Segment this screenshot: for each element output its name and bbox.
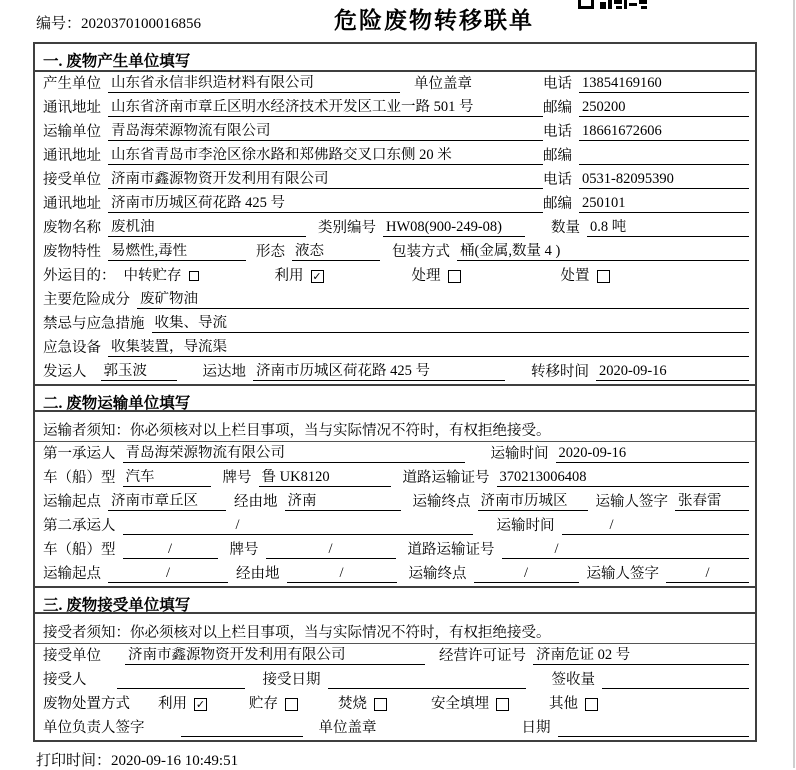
row-produce-address — [35, 96, 755, 120]
transport-zip-value — [579, 147, 749, 165]
road-cert-label: 道路运输证号 — [402, 470, 490, 486]
checkbox-incinerate — [374, 698, 387, 711]
document-header — [0, 0, 796, 42]
waste-character-label: 废物特性 — [43, 244, 101, 260]
plate-label: 牌号 — [229, 542, 259, 558]
first-carrier-label: 第一承运人 — [43, 446, 116, 462]
disposal-landfill-label: 安全填埋 — [431, 695, 489, 712]
date-label: 日期 — [521, 720, 551, 736]
disposal-incinerate-label: 焚烧 — [338, 695, 367, 712]
checkbox-treat — [448, 270, 461, 283]
via-2-value: / — [287, 565, 397, 583]
plate-value: 鲁 UK8120 — [259, 469, 391, 487]
qr-code-icon — [578, 0, 648, 10]
transporter-sign-2-value: / — [666, 565, 749, 583]
via-label: 经由地 — [234, 494, 278, 510]
shipper-value: 郭玉波 — [101, 363, 177, 381]
address-label: 通讯地址 — [43, 196, 101, 212]
zip-label: 邮编 — [543, 148, 572, 164]
receiver-person-label: 接受人 — [43, 672, 87, 688]
purpose-utilize-label: 利用 — [274, 267, 304, 284]
sign-quantity-value — [602, 671, 749, 689]
row-vehicle-2 — [35, 538, 755, 562]
disposal-method-label: 废物处置方式 — [43, 695, 130, 712]
waste-name-value: 废机油 — [108, 219, 306, 237]
receive-unit-label: 接受单位 — [43, 172, 101, 188]
row-waste-character — [35, 240, 755, 264]
plate-2-value: / — [266, 541, 396, 559]
license-value: 济南危证 02 号 — [533, 647, 749, 665]
second-carrier-label: 第二承运人 — [43, 518, 116, 534]
quantity-label: 数量 — [551, 220, 580, 236]
address-label: 通讯地址 — [43, 148, 101, 164]
disposal-store-label: 贮存 — [249, 695, 278, 712]
row-receiver-person — [35, 668, 755, 692]
transporter-sign-label: 运输人签字 — [595, 494, 668, 510]
quantity-value: 0.8 吨 — [587, 219, 749, 237]
row-transport-unit — [35, 120, 755, 144]
produce-unit-value: 山东省永信非织造材料有限公司 — [108, 75, 400, 93]
row-vehicle-1 — [35, 466, 755, 490]
row-transport-address — [35, 144, 755, 168]
terminus-2-value: / — [474, 565, 579, 583]
row-first-carrier — [35, 442, 755, 466]
row-receiver-unit — [35, 644, 755, 668]
packing-label: 包装方式 — [392, 244, 450, 260]
row-second-carrier — [35, 514, 755, 538]
transport-unit-value: 青岛海荣源物流有限公司 — [108, 123, 543, 141]
form-table — [33, 42, 757, 742]
receive-zip-value: 250101 — [579, 195, 749, 213]
vehicle-type-value: 汽车 — [123, 469, 211, 487]
purpose-label: 外运目的： — [43, 267, 116, 284]
leader-sign-label: 单位负责人签字 — [43, 720, 145, 736]
origin-label: 运输起点 — [43, 494, 101, 510]
road-cert-label: 道路运输证号 — [407, 542, 495, 558]
terminus-value: 济南市历城区 — [478, 493, 588, 511]
row-receive-unit — [35, 168, 755, 192]
row-emergency-equipment — [35, 336, 755, 360]
doc-number-value: 2020370100016856 — [81, 16, 202, 32]
transport-time-value: 2020-09-16 — [556, 445, 750, 463]
second-carrier-value: / — [123, 517, 473, 535]
produce-phone-value: 13854169160 — [579, 75, 749, 93]
hazard-component-value: 废矿物油 — [137, 291, 749, 309]
row-hazard-component — [35, 288, 755, 312]
sign-quantity-label: 签收量 — [551, 672, 595, 688]
date-value — [558, 719, 750, 737]
purpose-dispose-label: 处置 — [560, 267, 590, 284]
row-outbound-purpose — [35, 264, 755, 288]
print-time-value: 2020-09-16 10:49:51 — [111, 753, 239, 769]
disposal-utilize-label: 利用 — [158, 695, 187, 712]
hazard-component-label: 主要危险成分 — [43, 292, 130, 308]
receive-unit-value: 济南市鑫源物资开发利用有限公司 — [108, 171, 543, 189]
receiver-unit-label: 接受单位 — [43, 648, 101, 664]
phone-label: 电话 — [543, 76, 572, 92]
transfer-time-value: 2020-09-16 — [596, 363, 749, 381]
page-title: 危险废物转移联单 — [334, 8, 534, 33]
origin-value: 济南市章丘区 — [108, 493, 226, 511]
destination-value: 济南市历城区荷花路 425 号 — [253, 363, 505, 381]
receiver-unit-value: 济南市鑫源物资开发利用有限公司 — [125, 647, 425, 665]
row-produce-unit — [35, 72, 755, 96]
section-receiver-title: 三. 废物接受单位填写 — [35, 586, 755, 614]
plate-label: 牌号 — [222, 470, 252, 486]
page-edge-line — [793, 0, 795, 768]
form-value: 液态 — [292, 243, 380, 261]
receive-address-value: 济南市历城区荷花路 425 号 — [108, 195, 543, 213]
emergency-measures-value: 收集、导流 — [152, 315, 750, 333]
row-disposal-method — [35, 692, 755, 716]
zip-label: 邮编 — [543, 100, 572, 116]
checkbox-utilize: ✓ — [195, 698, 206, 711]
transporter-sign-value: 张春雷 — [675, 493, 749, 511]
vehicle-type-label: 车（船）型 — [43, 542, 116, 558]
transport-time-2-value: / — [562, 517, 750, 535]
purpose-treat-label: 处理 — [411, 267, 441, 284]
phone-label: 电话 — [543, 172, 572, 188]
produce-address-value: 山东省济南市章丘区明水经济技术开发区工业一路 501 号 — [108, 99, 543, 117]
receive-date-label: 接受日期 — [262, 672, 321, 688]
license-label: 经营许可证号 — [439, 648, 526, 664]
row-shipper — [35, 360, 755, 384]
receiver-person-value — [117, 671, 245, 689]
vehicle-type-2-value: / — [123, 541, 218, 559]
unit-seal-label: 单位盖章 — [318, 720, 377, 736]
zip-label: 邮编 — [543, 196, 572, 212]
form-label: 形态 — [256, 244, 285, 260]
emergency-measures-label: 禁忌与应急措施 — [43, 316, 145, 332]
origin-label: 运输起点 — [43, 566, 101, 582]
checkbox-utilize: ✓ — [312, 270, 322, 283]
purpose-transfer-storage-label: 中转贮存 — [123, 267, 182, 284]
print-time-label: 打印时间： — [36, 753, 112, 769]
shipper-label: 发运人 — [43, 364, 87, 380]
category-label: 类别编号 — [318, 220, 376, 236]
waste-name-label: 废物名称 — [43, 220, 101, 236]
road-cert-2-value: / — [502, 541, 750, 559]
checkbox-landfill — [496, 698, 509, 711]
transport-phone-value: 18661672606 — [579, 123, 749, 141]
row-emergency-measures — [35, 312, 755, 336]
receive-date-value — [328, 671, 526, 689]
first-carrier-value: 青岛海荣源物流有限公司 — [123, 445, 465, 463]
row-waste-name — [35, 216, 755, 240]
transport-time-label: 运输时间 — [490, 446, 549, 462]
transfer-time-label: 转移时间 — [531, 364, 589, 380]
receive-phone-value: 0531-82095390 — [579, 171, 749, 189]
disposal-other-label: 其他 — [549, 695, 578, 712]
via-label: 经由地 — [236, 566, 280, 582]
packing-value: 桶(金属,数量 4 ) — [457, 243, 749, 261]
doc-number-label: 编号： — [36, 16, 82, 32]
unit-seal-label: 单位盖章 — [414, 76, 472, 92]
via-value: 济南 — [285, 493, 401, 511]
produce-unit-label: 产生单位 — [43, 76, 101, 92]
row-receive-address — [35, 192, 755, 216]
terminus-label: 运输终点 — [408, 566, 467, 582]
receiver-notice: 接受者须知：你必须核对以上栏目事项，当与实际情况不符时，有权拒绝接受。 — [35, 614, 755, 644]
vehicle-type-label: 车（船）型 — [43, 470, 116, 486]
emergency-equipment-label: 应急设备 — [43, 340, 101, 356]
destination-label: 运达地 — [202, 364, 246, 380]
checkbox-store — [285, 698, 298, 711]
category-value: HW08(900-249-08) — [383, 219, 525, 237]
road-cert-value: 370213006408 — [497, 469, 750, 487]
address-label: 通讯地址 — [43, 100, 101, 116]
transport-unit-label: 运输单位 — [43, 124, 101, 140]
transporter-notice: 运输者须知：你必须核对以上栏目事项，当与实际情况不符时，有权拒绝接受。 — [35, 412, 755, 442]
emergency-equipment-value: 收集装置，导流渠 — [108, 339, 749, 357]
section-producer-title: 一. 废物产生单位填写 — [35, 44, 755, 72]
print-time — [36, 749, 238, 770]
checkbox-other — [585, 698, 598, 711]
row-route-1 — [35, 490, 755, 514]
phone-label: 电话 — [543, 124, 572, 140]
transport-address-value: 山东省青岛市李沧区徐水路和郑佛路交叉口东侧 20 米 — [108, 147, 543, 165]
leader-sign-value — [181, 719, 303, 737]
checkbox-transfer-storage — [189, 271, 199, 281]
origin-2-value: / — [108, 565, 228, 583]
row-route-2 — [35, 562, 755, 586]
waste-character-value: 易燃性,毒性 — [108, 243, 246, 261]
transporter-sign-label: 运输人签字 — [586, 566, 659, 582]
checkbox-dispose — [597, 270, 610, 283]
terminus-label: 运输终点 — [412, 494, 471, 510]
section-transporter-title: 二. 废物运输单位填写 — [35, 384, 755, 412]
row-leader-sign — [35, 716, 755, 740]
produce-zip-value: 250200 — [579, 99, 749, 117]
transport-time-label: 运输时间 — [496, 518, 555, 534]
